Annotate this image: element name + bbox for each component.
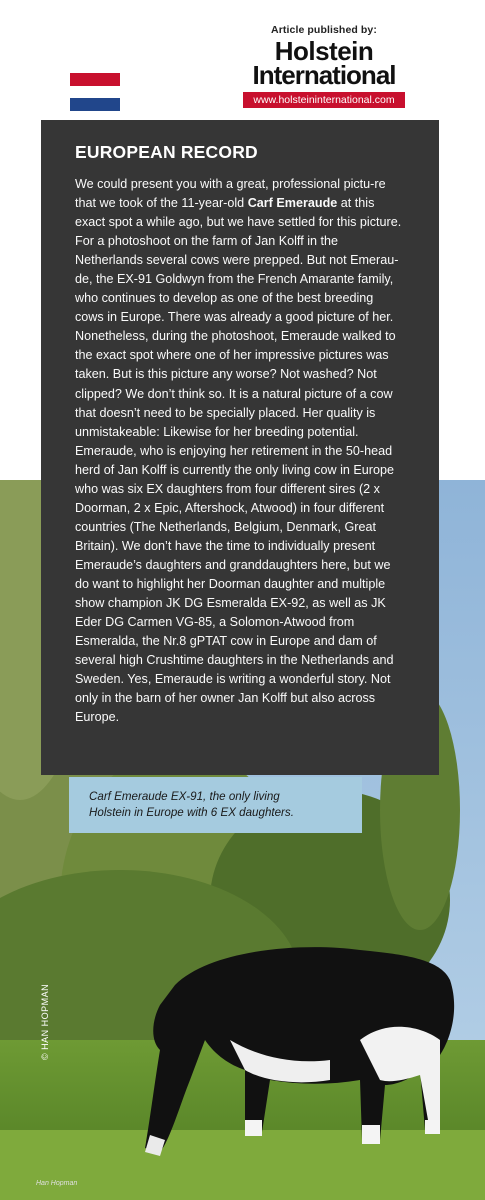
photo-signature: Han Hopman bbox=[36, 1180, 78, 1187]
article-body-rest: at this exact spot a while ago, but we have settled for this picture. For a photoshoot on the farm of Jan Kolff in the Netherlands several cows were prepped. But not Emerau-de, the EX-91 Goldwyn from the French Amarante family, who continues to develop as one of the best breeding cows in Europe. There was already a good picture of her. Nonetheless, during the photoshoot, Emeraude walked to the exact spot where one of her impressive pictures was taken. But is this picture any worse? Not washed? Not clipped? We don’t think so. It is a natural picture of a cow that doesn’t need to be specially placed. Her quality is unmistakeable: Likewise for her breeding potential. Emeraude, who is enjoying her retirement in the 50-head herd of Jan Kolff is currently the only living cow in Europe who was six EX daughters from four different sires (2 x Doorman, 2 x Epic, Aftershock, Atwood) in four different countries (The Netherlands, Belgium, Denmark, Great Britain). We don’t have the time to individually present Emeraude’s daughters and granddaughters here, but we do want to highlight her Doorman daughter and multiple show champion JK DG Esmeralda EX-92, as well as JK Eder DG Carmen VG-85, a Solomon-Atwood from Esmeralda, the Nr.8 gPTAT cow in Europe and dam of several high Crushtime daughters in the Netherlands and Sweden. Yes, Emeraude is writing a wonderful story. Not only in the barn of her owner Jan Kolff but also across Europe. bbox=[75, 196, 402, 725]
netherlands-flag-icon bbox=[70, 73, 120, 111]
flag-stripe-white bbox=[70, 86, 120, 99]
article-body bbox=[75, 175, 405, 727]
publisher-name-line1: Holstein bbox=[274, 36, 374, 66]
flag-stripe-blue bbox=[70, 98, 120, 111]
flag-stripe-red bbox=[70, 73, 120, 86]
publisher-name-line2: International bbox=[252, 60, 396, 90]
article-body-start: We could present you with a great, professional pictu-re that we took of the 11-year-old bbox=[75, 177, 386, 211]
published-by-label: Article published by: bbox=[271, 24, 377, 36]
caption-line-2: Holstein in Europe with 6 EX daughters. bbox=[89, 805, 294, 819]
photo-credit: © HAN HOPMAN bbox=[40, 983, 50, 1060]
article-title: EUROPEAN RECORD bbox=[75, 142, 258, 162]
publisher-url-link[interactable]: www.holsteininternational.com bbox=[243, 92, 405, 108]
caption-line-1: Carf Emeraude EX-91, the only living bbox=[89, 790, 280, 803]
publisher-branding bbox=[240, 24, 408, 108]
photo-caption bbox=[69, 777, 362, 833]
article-card bbox=[41, 120, 439, 775]
article-highlight: Carf Emeraude bbox=[247, 196, 338, 211]
